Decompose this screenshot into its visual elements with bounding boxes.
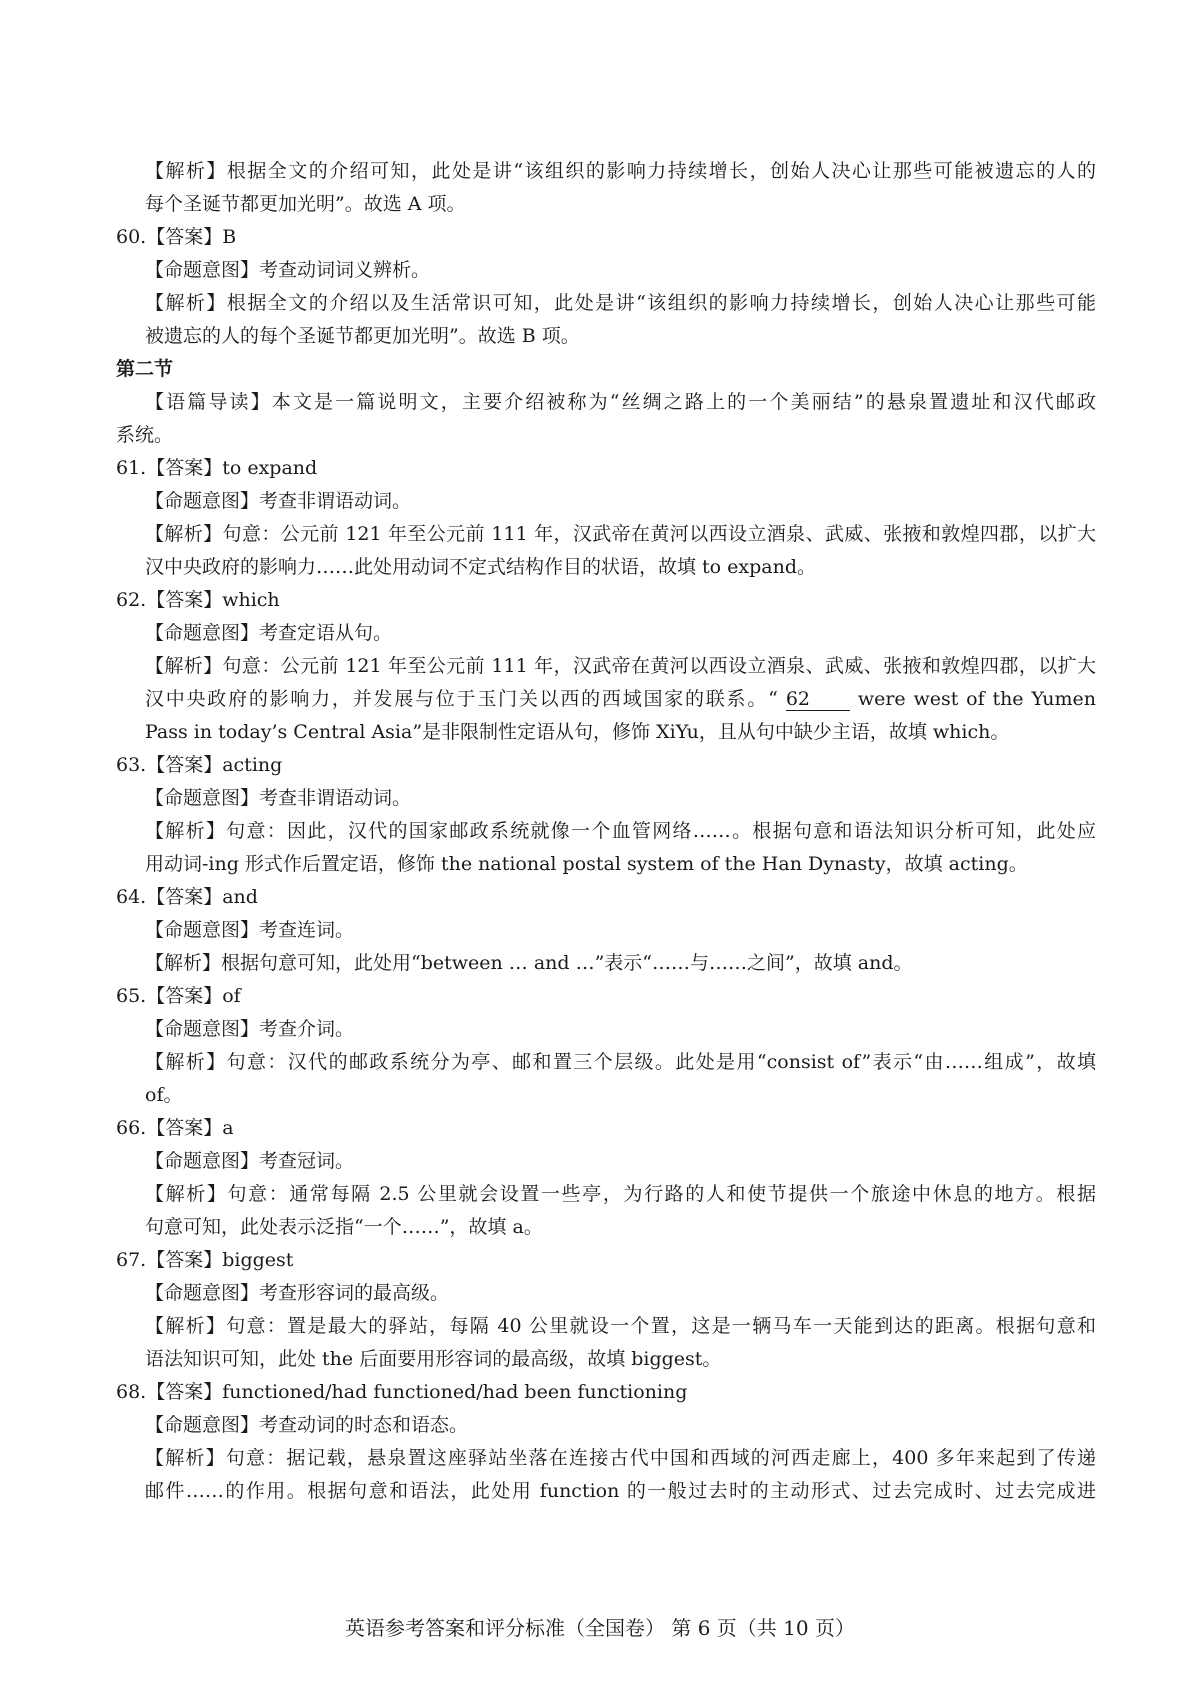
q61-analysis-line2: 汉中央政府的影响力……此处用动词不定式结构作目的状语，故填 to expand。 — [145, 556, 817, 578]
q67-intent: 【命题意图】考查形容词的最高级。 — [145, 1282, 450, 1304]
q61-analysis-line1: 【解析】句意：公元前 121 年至公元前 111 年，汉武帝在黄河以西设立酒泉、武威、张掖和敦煌四郡，以扩大 — [145, 523, 1096, 545]
q68-analysis-line2: 邮件……的作用。根据句意和语法，此处用 function 的一般过去时的主动形式、过去完成时、过去完成进 — [145, 1480, 1096, 1502]
q67-answer: 67.【答案】biggest — [116, 1249, 294, 1271]
q64-analysis-line1: 【解析】根据句意可知，此处用“between … and …”表示“……与……之间”，故填 and。 — [145, 952, 913, 974]
q68-intent: 【命题意图】考查动词的时态和语态。 — [145, 1414, 469, 1436]
q62-analysis-line3: Pass in today’s Central Asia”是非限制性定语从句，修饰 XiYu，且从句中缺少主语，故填 which。 — [145, 721, 1010, 743]
q66-answer: 66.【答案】a — [116, 1117, 234, 1139]
page-content — [116, 155, 1096, 1508]
q59-analysis-line1: 【解析】根据全文的介绍可知，此处是讲“该组织的影响力持续增长，创始人决心让那些可能被遗忘的人的 — [145, 160, 1096, 182]
q61-answer: 61.【答案】to expand — [116, 457, 318, 479]
q67-analysis-line2: 语法知识可知，此处 the 后面要用形容词的最高级，故填 biggest。 — [145, 1348, 722, 1370]
q61-intent: 【命题意图】考查非谓语动词。 — [145, 490, 412, 512]
q66-analysis-line2: 句意可知，此处表示泛指“一个……”，故填 a。 — [145, 1216, 543, 1238]
q65-analysis-line1: 【解析】句意：汉代的邮政系统分为亭、邮和置三个层级。此处是用“consist of”表示“由……组成”，故填 — [145, 1051, 1096, 1073]
page-footer: 英语参考答案和评分标准（全国卷） 第 6 页（共 10 页） — [345, 1616, 855, 1640]
q68-answer: 68.【答案】functioned/had functioned/had been functioning — [116, 1381, 688, 1403]
q64-intent: 【命题意图】考查连词。 — [145, 919, 355, 941]
q66-analysis-line1: 【解析】句意：通常每隔 2.5 公里就会设置一些亭，为行路的人和使节提供一个旅途中休息的地方。根据 — [145, 1183, 1096, 1205]
q60-analysis-line2: 被遗忘的人的每个圣诞节都更加光明”。故选 B 项。 — [145, 325, 580, 347]
q63-intent: 【命题意图】考查非谓语动词。 — [145, 787, 412, 809]
q62-answer: 62.【答案】which — [116, 589, 280, 611]
q65-intent: 【命题意图】考查介词。 — [145, 1018, 355, 1040]
q63-analysis-line2: 用动词-ing 形式作后置定语，修饰 the national postal system of the Han Dynasty，故填 acting。 — [145, 853, 1028, 875]
q60-analysis-line1: 【解析】根据全文的介绍以及生活常识可知，此处是讲“该组织的影响力持续增长，创始人决心让那些可能 — [145, 292, 1096, 314]
q59-analysis-line2: 每个圣诞节都更加光明”。故选 A 项。 — [145, 193, 466, 215]
q62-analysis-line2-pre: 汉中央政府的影响力，并发展与位于玉门关以西的西域国家的联系。“ — [145, 688, 778, 710]
q65-analysis-line2: of。 — [145, 1084, 183, 1106]
q67-analysis-line1: 【解析】句意：置是最大的驿站，每隔 40 公里就设一个置，这是一辆马车一天能到达的距离。根据句意和 — [145, 1315, 1096, 1337]
passage-guide-line2: 系统。 — [116, 424, 174, 446]
q62-analysis-line2 — [116, 683, 1096, 716]
q64-answer: 64.【答案】and — [116, 886, 258, 908]
q63-analysis-line1: 【解析】句意：因此，汉代的国家邮政系统就像一个血管网络……。根据句意和语法知识分析可知，此处应 — [145, 820, 1096, 842]
q60-answer: 60.【答案】B — [116, 226, 237, 248]
q68-analysis-line1: 【解析】句意：据记载，悬泉置这座驿站坐落在连接古代中国和西域的河西走廊上，400 多年来起到了传递 — [145, 1447, 1096, 1469]
passage-guide-line1: 【语篇导读】本文是一篇说明文，主要介绍被称为“丝绸之路上的一个美丽结”的悬泉置遗址和汉代邮政 — [145, 391, 1096, 413]
q66-intent: 【命题意图】考查冠词。 — [145, 1150, 355, 1172]
q62-intent: 【命题意图】考查定语从句。 — [145, 622, 393, 644]
q62-blank-number: 62 — [786, 688, 850, 711]
q65-answer: 65.【答案】of — [116, 985, 241, 1007]
q60-intent: 【命题意图】考查动词词义辨析。 — [145, 259, 431, 281]
section-heading: 第二节 — [116, 358, 174, 380]
q62-analysis-line2-post: were west of the Yumen — [857, 688, 1096, 710]
q63-answer: 63.【答案】acting — [116, 754, 283, 776]
q62-analysis-line1: 【解析】句意：公元前 121 年至公元前 111 年，汉武帝在黄河以西设立酒泉、武威、张掖和敦煌四郡，以扩大 — [145, 655, 1096, 677]
